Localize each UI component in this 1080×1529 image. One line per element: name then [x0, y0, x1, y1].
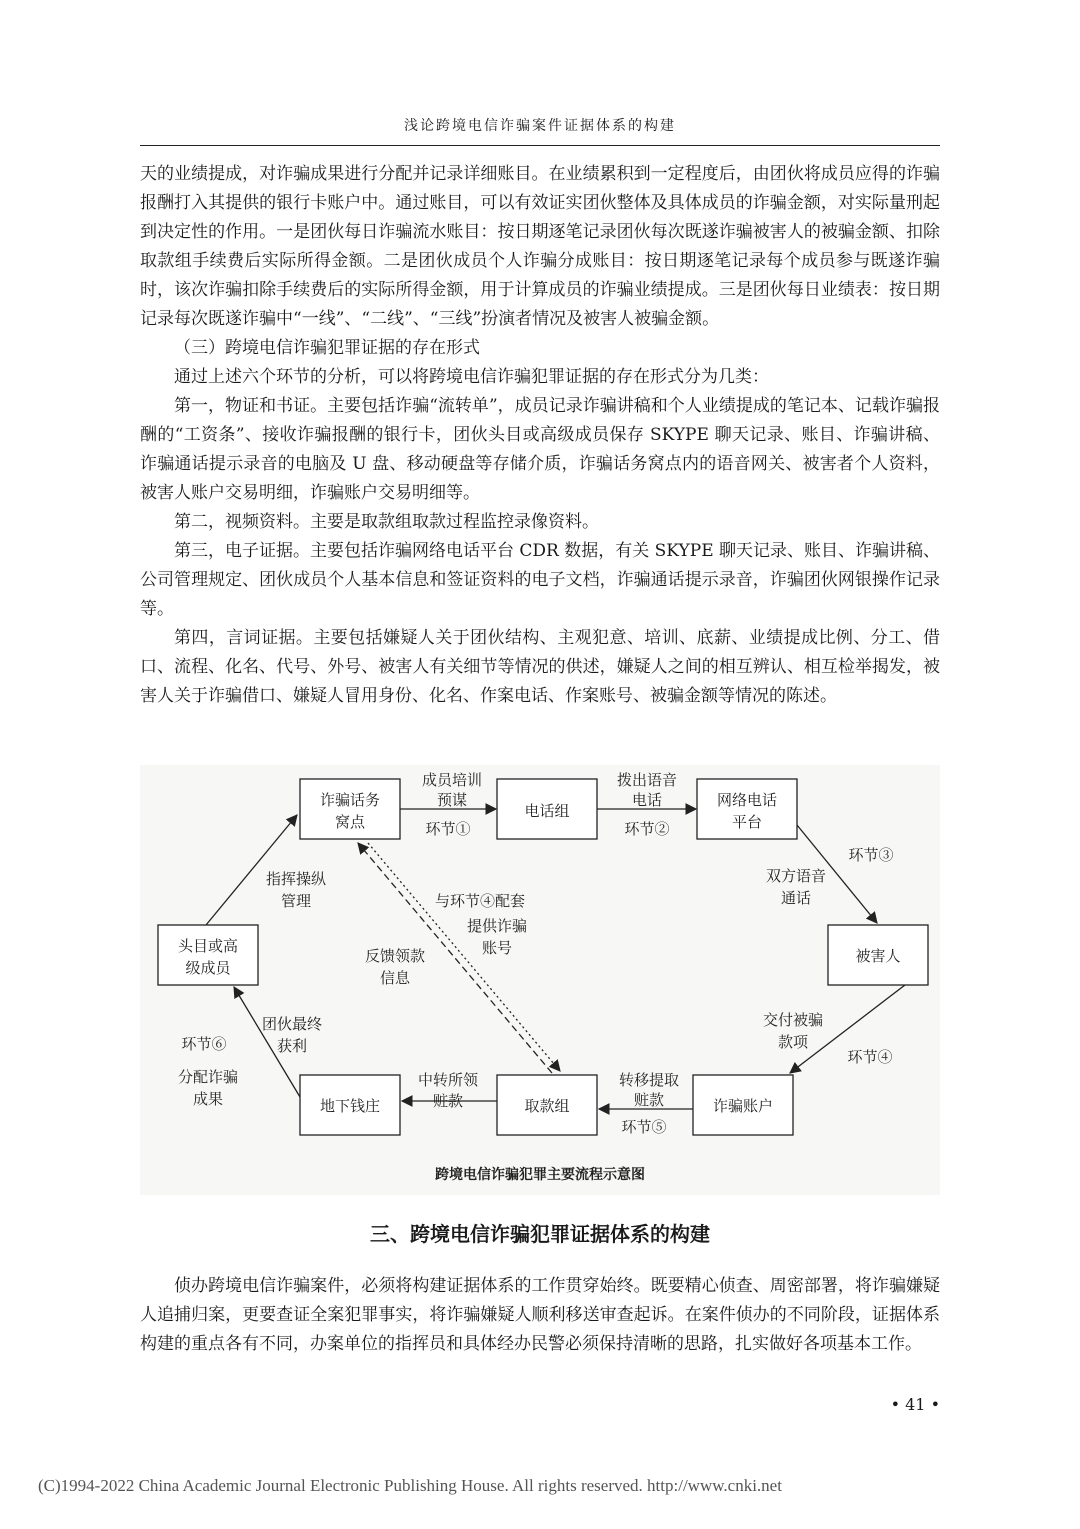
paragraph: 通过上述六个环节的分析，可以将跨境电信诈骗犯罪证据的存在形式分为几类： [174, 367, 769, 387]
page-number: • 41 • [890, 1395, 940, 1414]
svg-text:电话组: 电话组 [524, 802, 570, 820]
label-distribute: 分配诈骗 [177, 1068, 239, 1086]
label-step-4: 环节④ [847, 1048, 893, 1066]
node-underground-bank [300, 1075, 400, 1135]
label-distribute: 成果 [192, 1090, 224, 1108]
svg-text:头目或高: 头目或高 [177, 937, 239, 955]
label-feedback: 反馈领款 [364, 947, 426, 965]
label-deliver-funds: 款项 [777, 1033, 809, 1051]
svg-text:窝点: 窝点 [334, 813, 366, 831]
label-provide-account: 提供诈骗 [466, 917, 528, 935]
label-feedback: 信息 [379, 969, 411, 987]
flow-diagram-figure [140, 765, 940, 1195]
svg-text:被害人: 被害人 [855, 947, 901, 965]
svg-text:网络电话: 网络电话 [716, 791, 778, 809]
subsection-heading: （三）跨境电信诈骗犯罪证据的存在形式 [174, 338, 480, 358]
label-relay-funds: 中转所领 [417, 1071, 479, 1089]
label-step-3: 环节③ [848, 846, 894, 864]
node-den [300, 779, 400, 839]
node-ringleader [158, 925, 258, 985]
node-voip-platform [697, 779, 797, 839]
svg-text:平台: 平台 [731, 813, 763, 831]
paragraph: 第二，视频资料。主要是取款组取款过程监控录像资料。 [174, 512, 599, 532]
label-step-6: 环节⑥ [181, 1035, 227, 1053]
label-training: 成员培训 [421, 771, 483, 789]
svg-text:取款组: 取款组 [524, 1097, 570, 1115]
paragraph: 第一，物证和书证。主要包括诈骗“流转单”，成员记录诈骗讲稿和个人业绩提成的笔记本、记载诈骗报酬的“工资条”、接收诈骗报酬的银行卡，团伙头目或高级成员保存 SKYPE 聊天记录、账目、诈骗讲稿、诈骗通话提示录音的电脑及 U 盘、移动硬盘等存储介质，诈骗话务窝点内的语音网关、被害者个人资料，被害人账户交易明细，诈骗账户交易明细等。 [140, 396, 940, 503]
node-withdrawal-group [497, 1075, 597, 1135]
label-step-2: 环节② [624, 820, 670, 838]
header-rule [140, 145, 940, 146]
paragraph: 第四，言词证据。主要包括嫌疑人关于团伙结构、主观犯意、培训、底薪、业绩提成比例、分工、借口、流程、化名、代号、外号、被害人有关细节等情况的供述，嫌疑人之间的相互辨认、相互检举揭发，被害人关于诈骗借口、嫌疑人冒用身份、化名、作案电话、作案账号、被骗金额等情况的陈述。 [140, 628, 940, 706]
flow-diagram [140, 765, 940, 1195]
paragraph: 天的业绩提成，对诈骗成果进行分配并记录详细账目。在业绩累积到一定程度后，由团伙将成员应得的诈骗报酬打入其提供的银行卡账户中。通过账目，可以有效证实团伙整体及具体成员的诈骗金额，对实际量刑起到决定性的作用。一是团伙每日诈骗流水账目：按日期逐笔记录团伙每次既遂诈骗被害人的被骗金额、扣除取款组手续费后实际所得金额。二是团伙成员个人诈骗分成账目：按日期逐笔记录每个成员参与既遂诈骗时，该次诈骗扣除手续费后的实际所得金额，用于计算成员的诈骗业绩提成。三是团伙每日业绩表：按日期记录每次既遂诈骗中“一线”、“二线”、“三线”扮演者情况及被害人被骗金额。 [140, 164, 940, 329]
svg-text:诈骗账户: 诈骗账户 [712, 1097, 774, 1115]
label-provide-account: 账号 [481, 939, 513, 957]
label-relay-funds: 赃款 [432, 1092, 464, 1110]
figure-caption: 跨境电信诈骗犯罪主要流程示意图 [435, 1167, 645, 1183]
label-provide-account: 与环节④配套 [434, 892, 526, 910]
label-transfer-withdraw: 转移提取 [618, 1071, 680, 1089]
label-command: 管理 [280, 892, 312, 910]
label-step-5: 环节⑤ [621, 1118, 667, 1136]
svg-text:级成员: 级成员 [185, 959, 231, 977]
body-block-bottom [140, 1272, 940, 1359]
label-transfer-withdraw: 赃款 [633, 1091, 665, 1109]
label-deliver-funds: 交付被骗 [762, 1011, 824, 1029]
running-title: 浅论跨境电信诈骗案件证据体系的构建 [404, 118, 676, 134]
body-block-top [140, 160, 940, 711]
label-final-profit: 团伙最终 [261, 1015, 323, 1033]
section-title: 三、跨境电信诈骗犯罪证据体系的构建 [370, 1222, 710, 1246]
node-phone-group [497, 779, 597, 839]
label-dial: 拨出语音 [616, 771, 678, 789]
label-step-1: 环节① [425, 820, 471, 838]
label-command: 指挥操纵 [265, 870, 327, 888]
label-voice-call: 双方语音 [765, 867, 827, 885]
svg-text:诈骗话务: 诈骗话务 [319, 791, 381, 809]
node-fraud-account [693, 1075, 793, 1135]
paragraph: 第三，电子证据。主要包括诈骗网络电话平台 CDR 数据，有关 SKYPE 聊天记录、账目、诈骗讲稿、公司管理规定、团伙成员个人基本信息和签证资料的电子文档，诈骗通话提示录音，诈骗团伙网银操作记录等。 [140, 541, 941, 619]
svg-text:地下钱庄: 地下钱庄 [319, 1097, 381, 1115]
paragraph: 侦办跨境电信诈骗案件，必须将构建证据体系的工作贯穿始终。既要精心侦查、周密部署，将诈骗嫌疑人追捕归案，更要查证全案犯罪事实，将诈骗嫌疑人顺利移送审查起诉。在案件侦办的不同阶段，证据体系构建的重点各有不同，办案单位的指挥员和具体经办民警必须保持清晰的思路，扎实做好各项基本工作。 [140, 1276, 940, 1354]
label-voice-call: 通话 [780, 889, 812, 907]
label-final-profit: 获利 [276, 1037, 308, 1055]
label-training: 预谋 [436, 791, 468, 809]
copyright-line: (C)1994-2022 China Academic Journal Electronic Publishing House. All rights reserved. http://www.cnki.net [38, 1476, 782, 1495]
label-dial: 电话 [631, 791, 663, 809]
node-victim [828, 925, 928, 985]
